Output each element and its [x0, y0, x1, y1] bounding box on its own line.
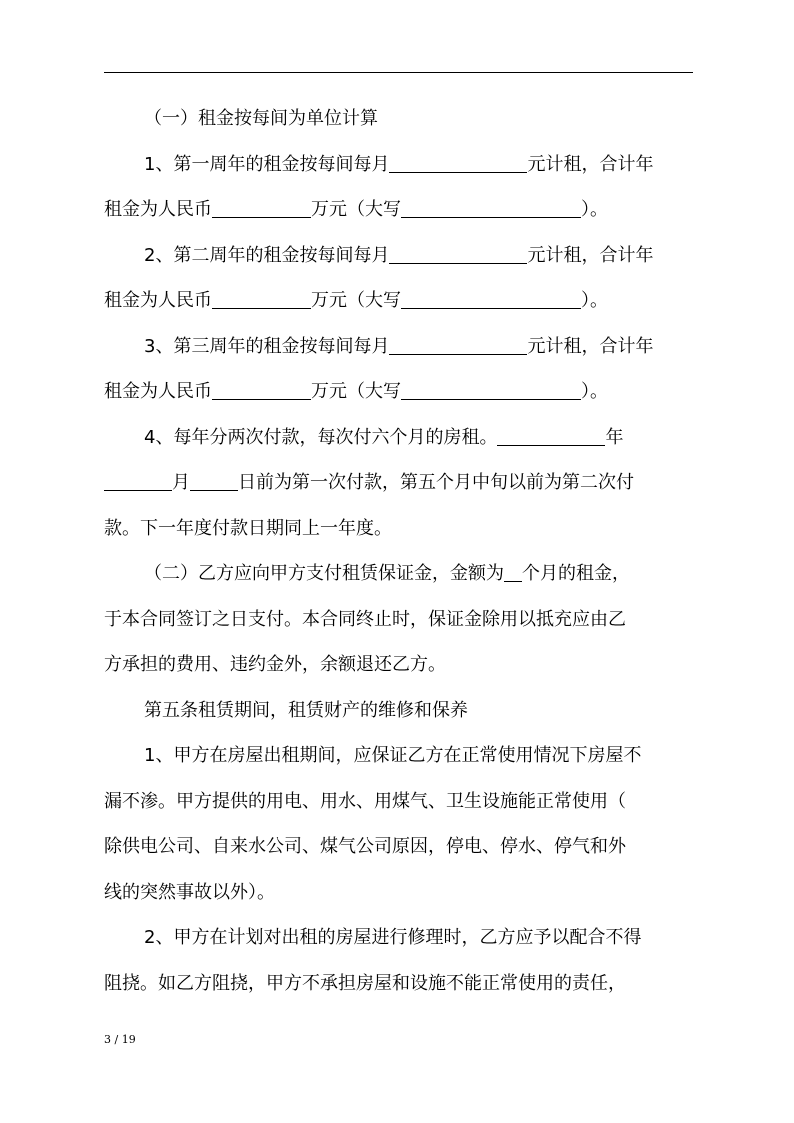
year1-line2-a: 租金为人民币 — [104, 199, 212, 220]
payment-day-blank[interactable] — [190, 472, 238, 491]
year3-line1-b: 元计租，合计年 — [527, 335, 654, 357]
deposit-months-blank[interactable] — [504, 563, 522, 582]
year2-annual-rent-blank[interactable] — [212, 290, 311, 309]
year2-line1-a: 2、第二周年的租金按每间每月 — [144, 244, 390, 266]
payment-month-blank[interactable] — [104, 472, 172, 491]
year2-line1-b: 元计租，合计年 — [527, 244, 654, 266]
year2-amount-words-blank[interactable] — [401, 290, 581, 309]
year3-line2-c: ）。 — [581, 381, 608, 402]
year3-line2-b: 万元（大写 — [311, 381, 401, 402]
clause-rent-per-room: （一）租金按每间为单位计算 — [144, 108, 378, 129]
year2-line2 — [104, 278, 693, 324]
year1-line2 — [104, 187, 693, 233]
deposit-line2: 于本合同签订之日支付。本合同终止时，保证金除用以抵充应由乙 — [104, 608, 626, 630]
payment-line2-b: 日前为第一次付款，第五个月中旬以前为第二次付 — [238, 472, 634, 493]
year3-line1 — [104, 324, 693, 370]
year1-line1 — [104, 142, 693, 188]
deposit-line1-a: （二）乙方应向甲方支付租赁保证金，金额为 — [144, 563, 504, 584]
year1-line1-a: 1、第一周年的租金按每间每月 — [144, 153, 390, 175]
year1-annual-rent-blank[interactable] — [212, 199, 311, 218]
year1-line2-c: ）。 — [581, 199, 608, 220]
maint1-line2: 漏不渗。甲方提供的用电、用水、用煤气、卫生设施能正常使用（ — [104, 790, 626, 812]
year3-annual-rent-blank[interactable] — [212, 381, 311, 400]
payment-line3: 款。下一年度付款日期同上一年度。 — [104, 517, 392, 539]
maint1-line3: 除供电公司、自来水公司、煤气公司原因，停电、停水、停气和外 — [104, 836, 626, 857]
maint1-line1: 1、甲方在房屋出租期间，应保证乙方在正常使用情况下房屋不 — [144, 745, 642, 766]
payment-line1 — [104, 415, 693, 461]
deposit-line1 — [104, 551, 693, 597]
document-body — [104, 96, 693, 1006]
maint2-line1: 2、甲方在计划对出租的房屋进行修理时，乙方应予以配合不得 — [144, 927, 642, 948]
payment-line2-a: 月 — [172, 472, 190, 493]
deposit-line1-b: 个月的租金， — [522, 563, 630, 584]
year1-line2-b: 万元（大写 — [311, 199, 401, 220]
year1-monthly-rent-blank[interactable] — [389, 154, 527, 173]
year2-line1 — [104, 233, 693, 279]
year3-line2 — [104, 369, 693, 415]
year2-line2-b: 万元（大写 — [311, 290, 401, 311]
payment-line1-a: 4、每年分两次付款，每次付六个月的房租。 — [144, 426, 498, 448]
payment-line2 — [104, 460, 693, 506]
year2-line2-c: ）。 — [581, 290, 608, 311]
year3-monthly-rent-blank[interactable] — [389, 336, 527, 355]
year3-line2-a: 租金为人民币 — [104, 381, 212, 402]
payment-year-blank[interactable] — [497, 427, 605, 446]
page-number: 3 / 19 — [104, 1033, 136, 1046]
article5-title: 第五条租赁期间，租赁财产的维修和保养 — [144, 699, 468, 721]
year1-line1-b: 元计租，合计年 — [527, 153, 654, 175]
year3-amount-words-blank[interactable] — [401, 381, 581, 400]
year2-monthly-rent-blank[interactable] — [389, 245, 527, 264]
year3-line1-a: 3、第三周年的租金按每间每月 — [144, 335, 390, 357]
header-rule — [104, 72, 693, 73]
maint1-line4: 线的突然事故以外）。 — [104, 881, 275, 903]
deposit-line3: 方承担的费用、违约金外，余额退还乙方。 — [104, 654, 446, 675]
year2-line2-a: 租金为人民币 — [104, 290, 212, 311]
maint2-line2: 阻挠。如乙方阻挠，甲方不承担房屋和设施不能正常使用的责任， — [104, 972, 626, 994]
payment-line1-b: 年 — [605, 426, 624, 448]
year1-amount-words-blank[interactable] — [401, 199, 581, 218]
